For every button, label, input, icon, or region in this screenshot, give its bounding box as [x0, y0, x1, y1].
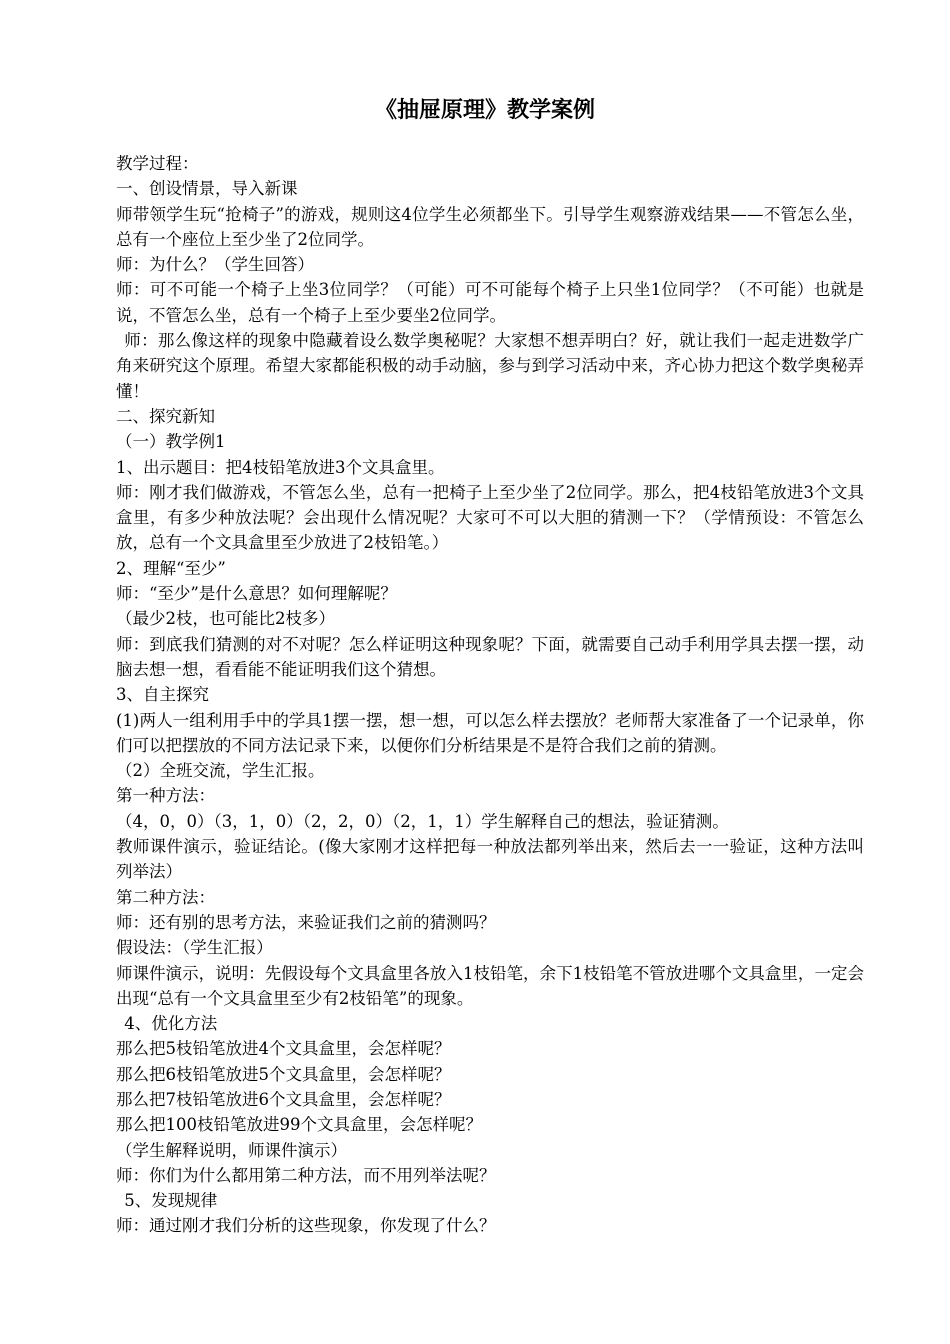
paragraph-6: 师：那么像这样的现象中隐藏着设么数学奥秘呢？大家想不想弄明白？好，就让我们一起走进数学广角来研究这个原理。希望大家都能积极的动手动脑，参与到学习活动中来，齐心协力把这个数学奥秘弄懂！	[116, 331, 864, 401]
paragraph-18: 第一种方法：	[116, 786, 215, 806]
paragraph-19: （4，0，0）（3，1，0）（2，2，0）（2，1，1）学生解释自己的想法，验证猜测。	[116, 811, 729, 831]
paragraph-5: 师：可不可能一个椅子上坐3位同学？（可能）可不可能每个椅子上只坐1位同学？（不可能）也就是说，不管怎么坐，总有一个椅子上至少要坐2位同学。	[116, 280, 864, 325]
document-title: 《抽屉原理》教学案例	[374, 98, 595, 123]
paragraph-4: 师：为什么？（学生回答）	[116, 255, 314, 275]
paragraph-17: （2）全班交流，学生汇报。	[116, 761, 325, 781]
paragraph-9: 1、出示题目：把4枝铅笔放进3个文具盒里。	[116, 457, 445, 477]
paragraph-29: 那么把100枝铅笔放进99个文具盒里，会怎样呢？	[116, 1115, 482, 1135]
paragraph-22: 师：还有别的思考方法，来验证我们之前的猜测吗？	[116, 912, 496, 932]
paragraph-26: 那么把5枝铅笔放进4个文具盒里，会怎样呢？	[116, 1039, 451, 1059]
section-heading-1: 一、创设情景，导入新课	[116, 179, 298, 199]
paragraph-23: 假设法：（学生汇报）	[116, 938, 273, 958]
paragraph-15: 3、自主探究	[116, 685, 209, 705]
paragraph-10: 师：刚才我们做游戏，不管怎么坐，总有一把椅子上至少坐了2位同学。那么，把4枝铅笔放进3个文具盒里，有多少种放法呢？会出现什么情况呢？大家可不可以大胆的猜测一下？（学情预设：不管怎么放，总有一个文具盒里至少放进了2枝铅笔。）	[116, 482, 864, 553]
document-body	[116, 151, 864, 1239]
paragraph-21: 第二种方法：	[116, 887, 215, 907]
paragraph-12: 师：“至少”是什么意思？如何理解呢？	[116, 584, 397, 604]
paragraph-31: 师：你们为什么都用第二种方法，而不用列举法呢？	[116, 1165, 496, 1185]
paragraph-27: 那么把6枝铅笔放进5个文具盒里，会怎样呢？	[116, 1064, 451, 1084]
paragraph-33: 师：通过刚才我们分析的这些现象，你发现了什么？	[116, 1216, 496, 1236]
paragraph-13: （最少2枝，也可能比2枝多）	[116, 609, 335, 629]
paragraph-16: (1)两人一组利用手中的学具1摆一摆，想一想，可以怎么样去摆放？老师帮大家准备了一个记录单，你们可以把摆放的不同方法记录下来，以便你们分析结果是不是符合我们之前的猜测。	[116, 710, 864, 755]
paragraph-28: 那么把7枝铅笔放进6个文具盒里，会怎样呢？	[116, 1089, 451, 1109]
paragraph-11: 2、理解“至少”	[116, 558, 226, 578]
paragraph-14: 师：到底我们猜测的对不对呢？怎么样证明这种现象呢？下面，就需要自己动手利用学具去摆一摆，动脑去想一想，看看能不能证明我们这个猜想。	[116, 634, 864, 679]
paragraph-20: 教师课件演示，验证结论。(像大家刚才这样把每一种放法都列举出来，然后去一一验证，这种方法叫列举法）	[116, 837, 864, 882]
section-heading-2: 二、探究新知	[116, 406, 215, 426]
paragraph-25: 4、优化方法	[124, 1014, 218, 1034]
paragraph-1: 教学过程：	[116, 154, 199, 173]
paragraph-8: （一）教学例1	[116, 432, 226, 452]
paragraph-24: 师课件演示，说明：先假设每个文具盒里各放入1枝铅笔，余下1枝铅笔不管放进哪个文具盒里，一定会出现“总有一个文具盒里至少有2枝铅笔”的现象。	[116, 963, 864, 1008]
paragraph-32: 5、发现规律	[124, 1191, 218, 1211]
paragraph-3: 师带领学生玩“抢椅子”的游戏，规则这4位学生必须都坐下。引导学生观察游戏结果——不管怎么坐，总有一个座位上至少坐了2位同学。	[116, 204, 864, 249]
document-page	[116, 96, 864, 1239]
paragraph-30: （学生解释说明，师课件演示）	[116, 1140, 347, 1160]
